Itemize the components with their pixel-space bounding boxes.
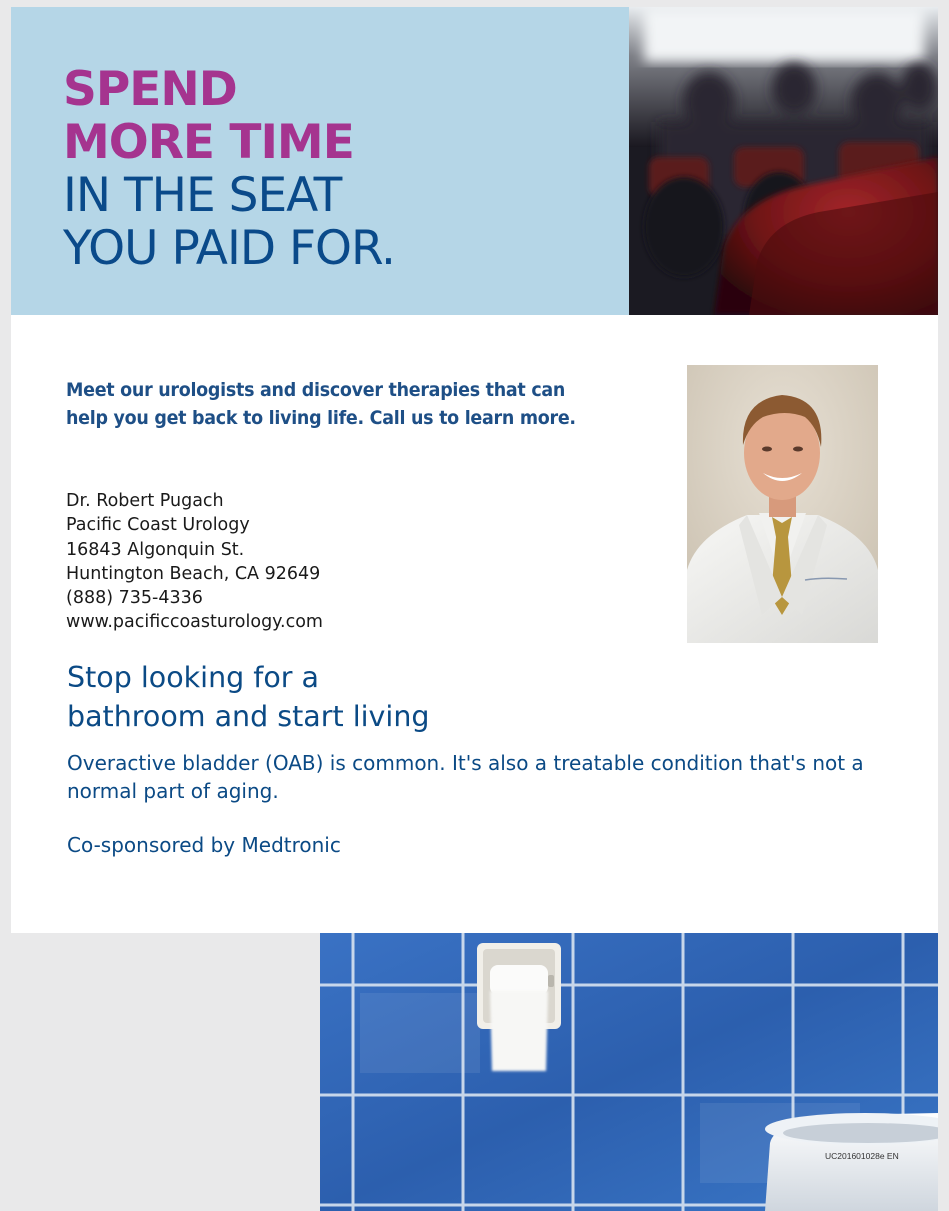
subheading — [67, 658, 429, 736]
cinema-seat-photo — [629, 7, 938, 315]
oab-description: Overactive bladder (OAB) is common. It's also a treatable condition that's not a normal part of aging. — [67, 751, 864, 803]
cinema-seat-illustration — [629, 7, 938, 315]
headline-line-3: IN THE SEAT — [63, 168, 342, 223]
headline-line-2: MORE TIME — [63, 115, 354, 170]
website-link[interactable]: www.pacificcoasturology.com — [66, 612, 323, 633]
headline-line-4: YOU PAID FOR. — [63, 221, 395, 276]
street-address: 16843 Algonquin St. — [66, 539, 245, 560]
header-band — [11, 7, 629, 315]
subheading-line-2: bathroom and start living — [67, 700, 430, 733]
subheading-line-1: Stop looking for a — [67, 661, 319, 694]
flyer-page — [11, 7, 938, 1211]
intro-text: Meet our urologists and discover therapies that can help you get back to living life. Call us to learn more. — [66, 379, 576, 429]
job-code: UC201601028e EN — [825, 1151, 899, 1161]
bottom-gray-panel — [11, 933, 320, 1211]
phone-number: (888) 735-4336 — [66, 588, 203, 609]
headline — [63, 63, 395, 275]
sponsor-text: Co-sponsored by Medtronic — [67, 833, 341, 857]
doctor-portrait-illustration — [687, 365, 878, 643]
bathroom-tile-illustration — [320, 933, 938, 1211]
city-state-zip: Huntington Beach, CA 92649 — [66, 563, 321, 584]
bathroom-photo — [320, 933, 938, 1211]
doctor-portrait — [687, 365, 878, 643]
contact-block — [66, 489, 323, 635]
headline-line-1: SPEND — [63, 62, 237, 117]
practice-name: Pacific Coast Urology — [66, 515, 250, 536]
doctor-name: Dr. Robert Pugach — [66, 491, 224, 511]
